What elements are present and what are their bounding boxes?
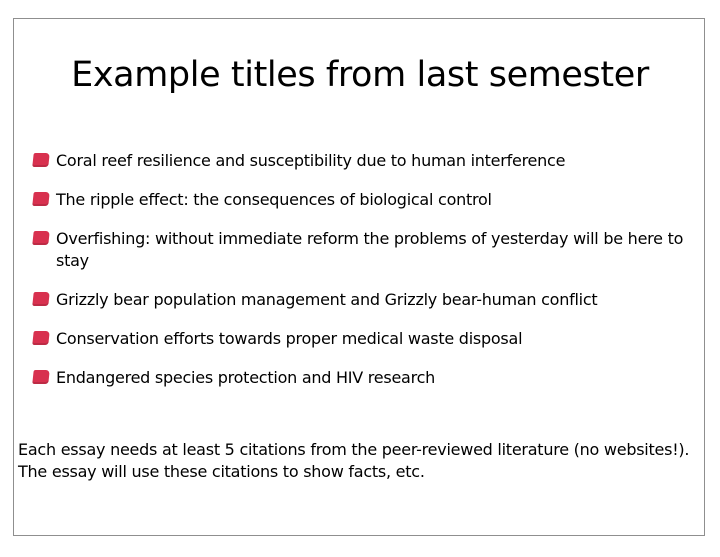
list-item-text: Coral reef resilience and susceptibility due to human interference [56,151,566,170]
citation-note-line-2: The essay will use these citations to show facts, etc. [18,462,425,481]
citation-note [18,439,708,483]
slide-title: Example titles from last semester [71,55,649,95]
bullet-square-icon [32,292,49,306]
bullet-square-icon [32,370,49,384]
list-item-text: Endangered species protection and HIV research [56,368,436,387]
list-item [33,189,693,211]
bullet-square-icon [32,192,49,206]
list-item-text: Conservation efforts towards proper medical waste disposal [56,329,523,348]
list-item [33,367,693,389]
list-item-text: Overfishing: without immediate reform the problems of yesterday will be here to stay [56,229,684,270]
list-item-text: The ripple effect: the consequences of biological control [56,190,492,209]
bullet-square-icon [32,331,49,345]
list-item [33,150,693,172]
list-item [33,228,693,272]
bullet-square-icon [32,153,49,167]
list-item-text: Grizzly bear population management and Grizzly bear-human conflict [56,290,598,309]
citation-note-line-1: Each essay needs at least 5 citations from the peer-reviewed literature (no websites!). [18,440,690,459]
list-item [33,289,693,311]
list-item [33,328,693,350]
bullet-list [33,150,693,406]
bullet-square-icon [32,231,49,245]
